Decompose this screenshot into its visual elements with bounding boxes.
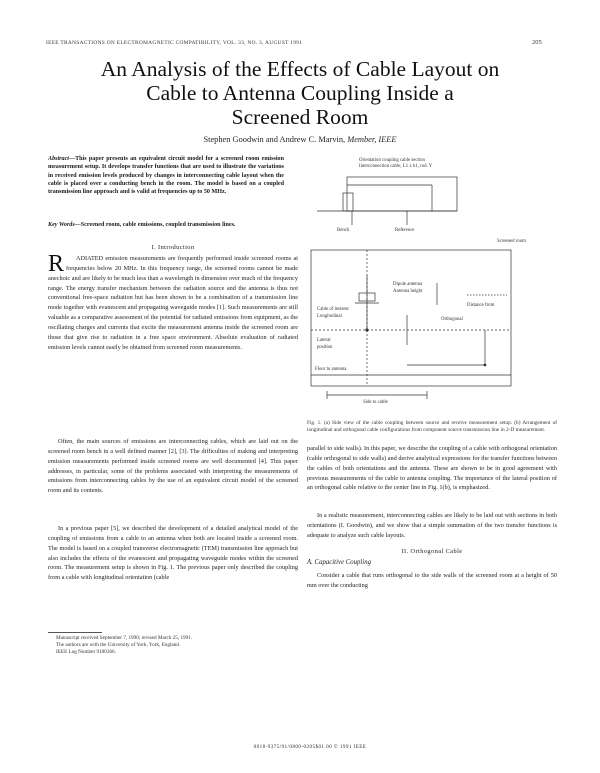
figure-1-caption: Fig. 1. (a) Side view of the cable coupling between source and receive measurement setup. (b) Arrangement of longitudinal and orthogonal cable configurations from component source transmission line in 2-D measurement. <box>307 420 557 433</box>
author-line <box>60 135 540 144</box>
paper-title <box>60 57 540 129</box>
fig-label-distance: Distance from <box>467 303 495 308</box>
fig-label-top2: Interconnection cable, L1 x h1, rod. Y <box>359 164 433 169</box>
copyright-line: 0018-9375/91/0800-0205$01.00 © 1991 IEEE <box>253 744 367 750</box>
footnote-ieee-log: IEEE Log Number 9100366. <box>56 649 116 655</box>
fig-b-cable-end-dot <box>484 364 487 367</box>
footnote-rule <box>48 632 102 633</box>
fig-label-floor: Floor to antenna <box>315 367 347 372</box>
intro-paragraph-3: In a previous paper [5], we described the development of a detailed analytical model of the coupling of emissions from a cable to an antenna when both are located inside a screened room. The model is based on a coupled transverse electromagnetic (TEM) transmission line approach but also includes the effects of the evanescent and propagating waveguide modes within the screened room. The measurement setup is shown in Fig. 1. The previous paper only described the coupling from a cable with longitudinal orientation (cable <box>48 525 298 582</box>
title-line: Cable to Antenna Coupling Inside a <box>146 81 454 105</box>
intro-paragraph-2: Often, the main sources of emissions are interconnecting cables, which are laid out on the screened room bench in a well defined manner [2], [3]. The difficulties of making and interpreting emission measurements performed inside screened rooms are well documented [4]. This paper addresses, in particular, some of the problems associated with interpreting the measurements of emissions from interconnecting cables by the use of an equivalent circuit model of the screened room and its contents. <box>48 438 298 495</box>
abstract-text: This paper presents an equivalent circuit model for a screened room emission measurement setup. It develops transfer functions that are used to illustrate the variations in received emission levels produced by changes in interconnecting cable layout when the cable is placed over a conducting bench in the room. The model is based on a coupled transmission line approach and is valid at frequencies up to 50 MHz. <box>48 156 284 196</box>
figure-1-drawing <box>307 155 557 420</box>
title-line: Screened Room <box>231 105 369 129</box>
author-membership: Member, IEEE <box>347 135 397 144</box>
fig-label-dipole: Dipole antenna <box>393 282 423 287</box>
fig-label-bench: Bench <box>337 228 350 233</box>
page-number: 205 <box>532 39 542 46</box>
keywords-text: Screened room, cable emissions, coupled transmission lines. <box>80 222 236 228</box>
right-paragraph-3: Consider a cable that runs orthogonal to the side walls of the screened room at a height of 50 mm over the conducting <box>307 572 557 589</box>
abstract: Abstract—This paper presents an equivalent circuit model for a screened room emission measurement setup. It develops transfer functions that are used to illustrate the variations in received emission levels produced by changes in interconnecting cable layout when the cable is placed over a conducting bench in the room. The model is based on a coupled transmission line approach and is valid at frequencies up to 50 MHz. <box>48 156 284 196</box>
drop-cap: R <box>48 251 65 277</box>
running-head: IEEE TRANSACTIONS ON ELECTROMAGNETIC COMPATIBILITY, VOL. 33, NO. 3, AUGUST 1991 <box>46 40 303 46</box>
right-paragraph-1: parallel to side walls). In this paper, we describe the coupling of a cable with orthogonal orientation (cable orthogonal to side walls) and derive analytical expressions for the transfer functions between the cables of both orientations and the antenna. These are shown to be in good agreement with previous measurements of the cable to antenna coupling. The importance of the lateral position of an orthogonal cable relative to the center line in Fig. 1(b), is emphasized. <box>307 445 557 492</box>
title-line: An Analysis of the Effects of Cable Layout on <box>100 57 500 81</box>
fig-b-origin-dot <box>365 328 368 331</box>
fig-label-side: Side to cable <box>363 400 388 405</box>
fig-a-bench <box>343 193 353 211</box>
figure-1 <box>307 155 557 420</box>
section-heading-orthogonal: II. Orthogonal Cable <box>401 548 463 555</box>
author-names: Stephen Goodwin and Andrew C. Marvin, <box>203 135 346 144</box>
fig-label-screened-room: Screened room <box>497 239 526 244</box>
fig-label-top: Orientation coupling cable section <box>359 158 425 163</box>
footnote-affiliation: The authors are with the University of York, York, England. <box>56 642 181 648</box>
footnote-received: Manuscript received September 7, 1990; revised March 25, 1991. <box>56 635 193 641</box>
subsection-heading-capacitive: A. Capacitive Coupling <box>307 559 371 566</box>
fig-a-room-outline <box>347 177 457 211</box>
fig-label-longitudinal: Longitudinal <box>317 314 342 319</box>
fig-label-position: position <box>317 345 333 350</box>
section-heading-introduction: I. Introduction <box>151 244 195 251</box>
fig-label-lateral: Lateral <box>317 338 331 343</box>
abstract-label: Abstract <box>48 156 69 162</box>
fig-label-reference: Reference <box>395 228 415 233</box>
keywords-label: Key Words <box>48 222 75 228</box>
fig-label-orthogonal: Orthogonal <box>441 317 463 322</box>
fig-label-cable: Cable of interest <box>317 307 349 312</box>
intro-paragraph-1-text: ADIATED emission measurements are frequently performed inside screened rooms at frequencies below 20 MHz. In this frequency range, the screened rooms cannot be made anechoic and are likely to be much less than a wavelength in dimension over much of the frequency range. The energy transfer mechanism between the radiation source and the antenna is thus not conventional free-space radiation but has been shown to be a combination of a transmission line mode together with evanescent and propagating waveguide modes [1]. Such measurements are still valuable as a comparative assessment of the potential for radiated emissions from equipment, as the oscillating charges and currents that excite the measurement antenna inside the screened room are those that give rise to radiation in a free space environment. Absolute evaluation of radiated emission levels cannot easily be obtained from screened room measurements. <box>48 255 298 351</box>
intro-paragraph-1 <box>48 251 298 352</box>
keywords: Key Words—Screened room, cable emissions, coupled transmission lines. <box>48 222 236 228</box>
right-paragraph-2: In a realistic measurement, interconnecting cables are likely to be laid out with sections in both orientations (I. Goodwin), and we show that a simple summation of the two transfer functions is adequate to analyze such cable layouts. <box>307 512 557 539</box>
fig-label-antenna: Antenna height <box>393 289 423 294</box>
